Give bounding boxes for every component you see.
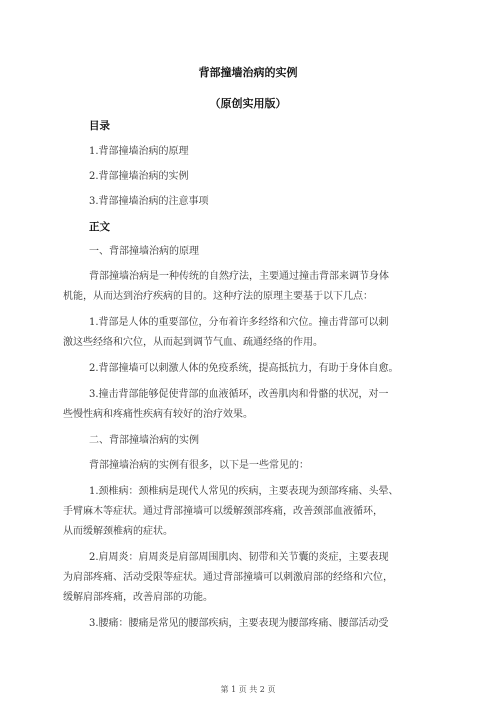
paragraph-line: 缓解肩部疼痛，改善肩部的功能。 (63, 592, 213, 603)
toc-item: 1.背部撞墙治病的原理 (89, 146, 189, 157)
section-title: 一、背部撞墙治病的原理 (89, 246, 199, 257)
paragraph-line: 手臂麻木等症状。通过背部撞墙可以缓解颈部疼痛，改善颈部血液循环， (63, 506, 383, 517)
section-title: 二、背部撞墙治病的实例 (89, 435, 199, 446)
page-footer: 第 1 页 共 2 页 (220, 685, 276, 694)
document-subtitle: （原创实用版） (209, 97, 287, 110)
toc-item: 3.背部撞墙治病的注意事项 (89, 196, 209, 207)
paragraph-line: 1.背部是人体的重要部位，分布着许多经络和穴位。撞击背部可以刺 (89, 317, 389, 328)
paragraph-line: 3.撞击背部能够促使背部的血液循环，改善肌肉和骨骼的状况，对一 (89, 389, 389, 400)
paragraph-line: 从而缓解颈椎病的症状。 (63, 526, 173, 537)
paragraph-line: 2.肩周炎：肩周炎是肩部周围肌肉、韧带和关节囊的炎症，主要表现 (89, 552, 389, 563)
body-heading: 正文 (89, 221, 110, 233)
paragraph-line: 背部撞墙治病是一种传统的自然疗法，主要通过撞击背部来调节身体 (89, 271, 389, 282)
document-title: 背部撞墙治病的实例 (198, 66, 298, 79)
paragraph-line: 为肩部疼痛、活动受限等症状。通过背部撞墙可以刺激肩部的经络和穴位， (63, 572, 393, 583)
paragraph-line: 机能，从而达到治疗疾病的目的。这种疗法的原理主要基于以下几点： (63, 291, 373, 302)
paragraph-line: 激这些经络和穴位，从而起到调节气血、疏通经络的作用。 (63, 337, 323, 348)
paragraph-line: 3.腰痛：腰痛是常见的腰部疾病，主要表现为腰部疼痛、腰部活动受 (89, 618, 389, 629)
paragraph-line: 些慢性病和疼痛性疾病有较好的治疗效果。 (63, 409, 253, 420)
toc-heading: 目录 (89, 120, 110, 132)
paragraph-line: 2.背部撞墙可以刺激人体的免疫系统，提高抵抗力，有助于身体自愈。 (89, 363, 399, 374)
paragraph-line: 背部撞墙治病的实例有很多，以下是一些常见的： (89, 460, 309, 471)
toc-item: 2.背部撞墙治病的实例 (89, 171, 189, 182)
paragraph-line: 1.颈椎病：颈椎病是现代人常见的疾病，主要表现为颈部疼痛、头晕、 (89, 486, 399, 497)
